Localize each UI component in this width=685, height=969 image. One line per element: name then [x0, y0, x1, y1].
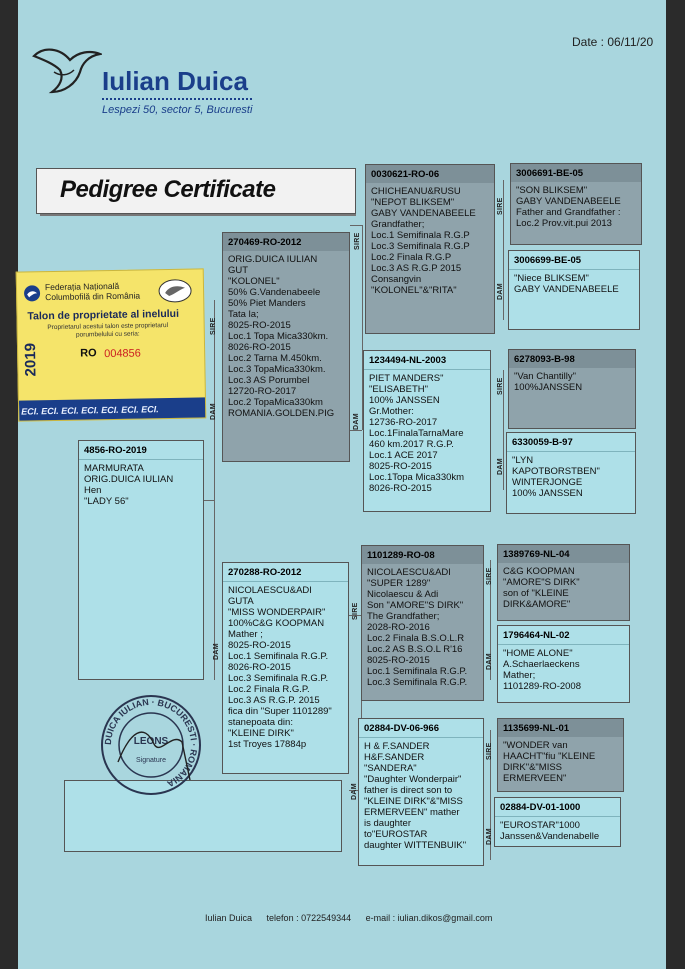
ring-ownership-card [16, 268, 207, 421]
sire-label: SIRE [486, 567, 493, 585]
stamp-center: LEONS [133, 736, 169, 747]
footer [205, 913, 504, 923]
dsd-card [497, 625, 630, 703]
bird-card [78, 440, 204, 680]
sss-details: "SON BLIKSEM" GABY VANDENABEELE Father and Grandfather : Loc.2 Prov.vit.pui 2013 [516, 185, 621, 229]
dds-details: "WONDER van HAACHT"fiu "KLEINE DIRK"&"MISS ERMERVEEN" [503, 740, 596, 784]
sss-card [510, 163, 642, 245]
ring-number: 3006699-BE-05 [509, 251, 639, 270]
sire-label: SIRE [497, 377, 504, 395]
ssd-details: "Niece BLIKSEM" GABY VANDENABEELE [514, 273, 619, 295]
sire-label: SIRE [354, 232, 361, 250]
ring-number: 3006691-BE-05 [511, 164, 641, 182]
ring-number: 02884-DV-06-966 [359, 719, 483, 738]
stamp-signature: Signature [136, 757, 166, 764]
sire-sire-details: CHICHEANU&RUSU "NEPOT BLIKSEM" GABY VANDENABEELE Grandfather; Loc.1 Semifinala R.G.P Loc.3 Semifinala R.G.P Loc.2 Finala R.G.P Loc.3 AS R.G.P 2015 Consangvin "KOLONEL"&"RITA" [371, 186, 476, 296]
ring-number: 6330059-B-97 [507, 433, 635, 452]
sire-label: SIRE [486, 742, 493, 760]
dam-label: DAM [497, 458, 504, 475]
sdd-card [506, 432, 636, 514]
connector-line [214, 300, 215, 680]
bird-emblem-icon [157, 278, 193, 305]
dss-card [497, 544, 630, 621]
sire-dam-card [363, 350, 491, 512]
dam-sire-card [361, 545, 484, 701]
ring-serial: 004856 [104, 347, 141, 361]
connector-line [350, 430, 362, 431]
ring-number: 02884-DV-01-1000 [495, 798, 620, 817]
stamp-ring-text: DUICA IULIAN · BUCURESTI · ROMANIA [102, 696, 200, 790]
ring-number: 1389769-NL-04 [498, 545, 629, 563]
dam-label: DAM [213, 643, 220, 660]
ring-number: 1234494-NL-2003 [364, 351, 490, 370]
sire-label: SIRE [210, 317, 217, 335]
connector-line [350, 225, 362, 226]
footer-name: Iulian Duica [205, 913, 253, 923]
ssd-card [508, 250, 640, 330]
dam-card [222, 562, 349, 774]
dam-label: DAM [486, 828, 493, 845]
ring-number: 6278093-B-98 [509, 350, 635, 368]
footer-email: e-mail : iulian.dikos@gmail.com [365, 913, 493, 923]
dam-label: DAM [486, 653, 493, 670]
official-stamp-icon [98, 692, 204, 798]
ring-number: 270288-RO-2012 [223, 563, 348, 582]
talon-title: Talon de proprietate al inelului [27, 307, 180, 323]
bird-details: MARMURATA ORIG.DUICA IULIAN Hen "LADY 56" [84, 463, 174, 507]
talon-year: 2019 [21, 342, 40, 377]
ring-number: 1135699-NL-01 [498, 719, 623, 737]
dam-label: DAM [210, 403, 217, 420]
pigeon-logo-icon [30, 42, 102, 98]
ring-number: 270469-RO-2012 [223, 233, 349, 251]
certificate-date: Date : 06/11/20 [572, 35, 654, 49]
brand-underline [102, 98, 252, 100]
talon-stripe: ECI. ECI. ECI. ECI. ECI. ECI. ECI. [19, 397, 206, 421]
country-code: RO [80, 347, 97, 360]
dss-details: C&G KOOPMAN "AMORE"S DIRK" son of "KLEINE DIRK&AMORE" [503, 566, 580, 610]
dam-label: DAM [351, 783, 358, 800]
dam-details: NICOLAESCU&ADI GUTA "MISS WONDERPAIR" 100%C&G KOOPMAN Mather ; 8025-RO-2015 Loc.1 Semifinala R.G.P. 8026-RO-2015 Loc.3 Semifinala R.G.P. Loc.2 Finala R.G.P. Loc.3 AS R.G.P. 2015 fica din "Super 1101289" stanepoata din: "KLEINE DIRK" 1st Troyes 17884p [228, 585, 332, 750]
sdd-details: "LYN KAPOTBORSTBEN" WINTERJONGE 100% JANSSEN [512, 455, 600, 499]
sire-card [222, 232, 350, 462]
certificate-title: Pedigree Certificate [60, 176, 276, 203]
sds-details: "Van Chantilly" 100%JANSSEN [514, 371, 583, 393]
ring-number: 0030621-RO-06 [366, 165, 494, 183]
footer-phone: telefon : 0722549344 [266, 913, 352, 923]
sire-dam-details: PIET MANDERS" "ELISABETH" 100% JANSSEN Gr.Mother: 12736-RO-2017 Loc.1FinalaTarnaMare 460 km.2017 R.G.P. Loc.1 ACE 2017 8025-RO-2015 Loc.1Topa Mica330km 8026-RO-2015 [369, 373, 465, 494]
dam-label: DAM [497, 283, 504, 300]
dsd-details: "HOME ALONE" A.Schaerlaeckens Mather; 1101289-RO-2008 [503, 648, 581, 692]
dam-label: DAM [353, 413, 360, 430]
dam-sire-details: NICOLAESCU&ADI "SUPER 1289" Nicolaescu & Adi Son "AMORE"S DIRK" The Grandfather; 2028-RO-2016 Loc.2 Finala B.S.O.L.R Loc.2 AS B.S.O.L R'16 8025-RO-2015 Loc.1 Semifinala R.G.P. Loc.3 Semifinala R.G.P. [367, 567, 468, 688]
dam-dam-card [358, 718, 484, 866]
ring-number: 1101289-RO-08 [362, 546, 483, 564]
ring-number: 4856-RO-2019 [79, 441, 203, 460]
sire-sire-card [365, 164, 495, 334]
sds-card [508, 349, 636, 429]
dds-card [497, 718, 624, 792]
brand-address: Lespezi 50, sector 5, Bucuresti [102, 104, 253, 116]
ddd-details: "EUROSTAR"1000 Janssen&Vandenabelle [500, 820, 600, 842]
brand-name: Iulian Duica [102, 66, 248, 96]
federation-logo-icon [23, 284, 41, 302]
federation-name: Federația Națională Columbofilă din România [44, 280, 141, 303]
dam-dam-details: H & F.SANDER H&F.SANDER "SANDERA" "Daughter Wonderpair" father is direct son to "KLEINE DIRK"&"MISS ERMERVEEN" mather is daughter to"EUROSTAR daughter WITTENBUIK" [364, 741, 467, 851]
talon-subtitle: Proprietarul acestui talon este proprietarul porumbelului cu seria: [47, 322, 169, 339]
sire-label: SIRE [352, 602, 359, 620]
sire-details: ORIG.DUICA IULIAN GUT "KOLONEL" 50% G.Vandenabeele 50% Piet Manders Tata la; 8025-RO-2015 Loc.1 Topa Mica330km. 8026-RO-2015 Loc.2 Tarna M.450km. Loc.3 TopaMica330km. Loc.3 AS Porumbel 12720-RO-2017 Loc.2 TopaMica330km ROMANIA.GOLDEN.PIG [228, 254, 335, 419]
ddd-card [494, 797, 621, 847]
sire-label: SIRE [497, 197, 504, 215]
connector-line [204, 500, 214, 501]
ring-number: 1796464-NL-02 [498, 626, 629, 645]
